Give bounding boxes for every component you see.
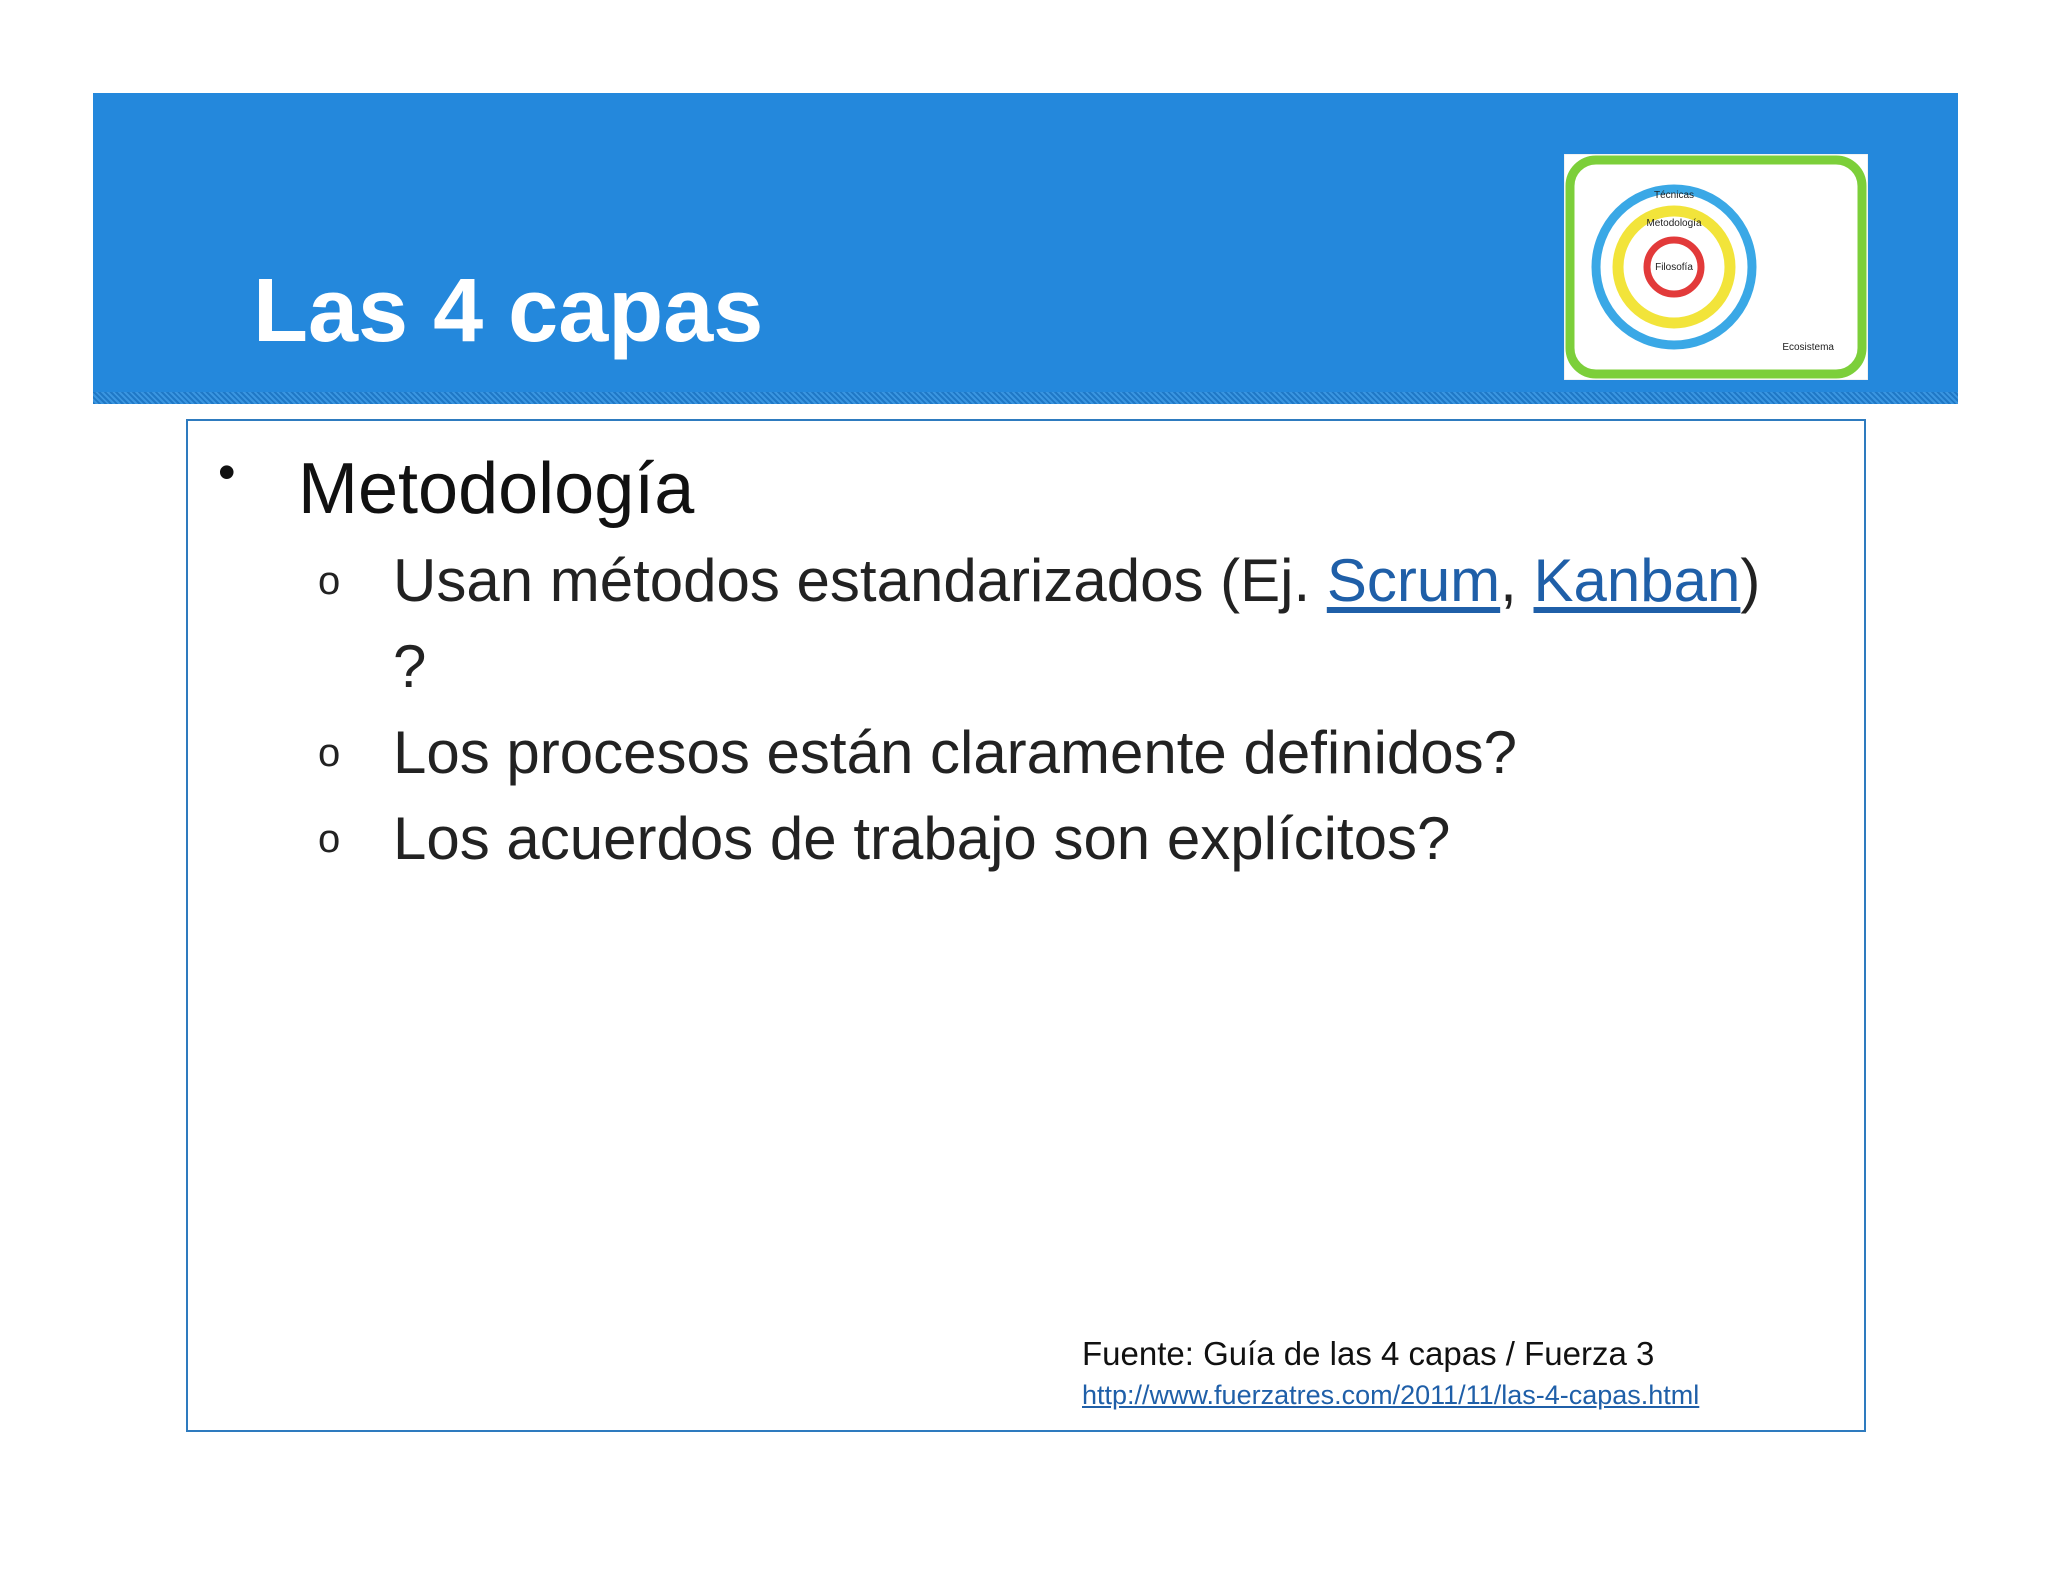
subitem-marker: o <box>318 731 341 775</box>
label-filosofia: Filosofía <box>1655 262 1693 273</box>
kanban-link[interactable]: Kanban <box>1533 547 1741 614</box>
label-tecnicas: Técnicas <box>1653 190 1695 201</box>
subitem-text <box>393 538 1858 710</box>
subitem-text: Los procesos están claramente definidos? <box>393 719 1518 786</box>
four-layers-diagram <box>1564 154 1868 380</box>
subitem-processes <box>318 710 1858 796</box>
subitem-separator: , <box>1500 547 1534 614</box>
subitem-marker: o <box>318 817 341 861</box>
header-divider <box>93 392 1958 404</box>
subitem-suffix: ) <box>1740 547 1761 614</box>
source-label: Fuente: Guía de las 4 capas / Fuerza 3 <box>1082 1335 1655 1372</box>
subitem-agreements <box>318 796 1858 882</box>
subitem-text: Los acuerdos de trabajo son explícitos? <box>393 805 1451 872</box>
scrum-link[interactable]: Scrum <box>1326 547 1501 614</box>
subitem-methods <box>318 538 1858 710</box>
subitem-marker: o <box>318 559 341 603</box>
bullet-heading: Metodología <box>298 449 695 529</box>
label-ecosistema: Ecosistema <box>1782 342 1834 353</box>
bullet-marker: • <box>218 444 236 500</box>
source-link[interactable]: http://www.fuerzatres.com/2011/11/las-4-capas.html <box>1082 1380 1700 1410</box>
subitem-wrap: ? <box>393 633 427 700</box>
subitem-prefix: Usan métodos estandarizados (Ej. <box>393 547 1327 614</box>
slide-title: Las 4 capas <box>253 261 764 361</box>
label-metodologia: Metodología <box>1646 218 1702 229</box>
